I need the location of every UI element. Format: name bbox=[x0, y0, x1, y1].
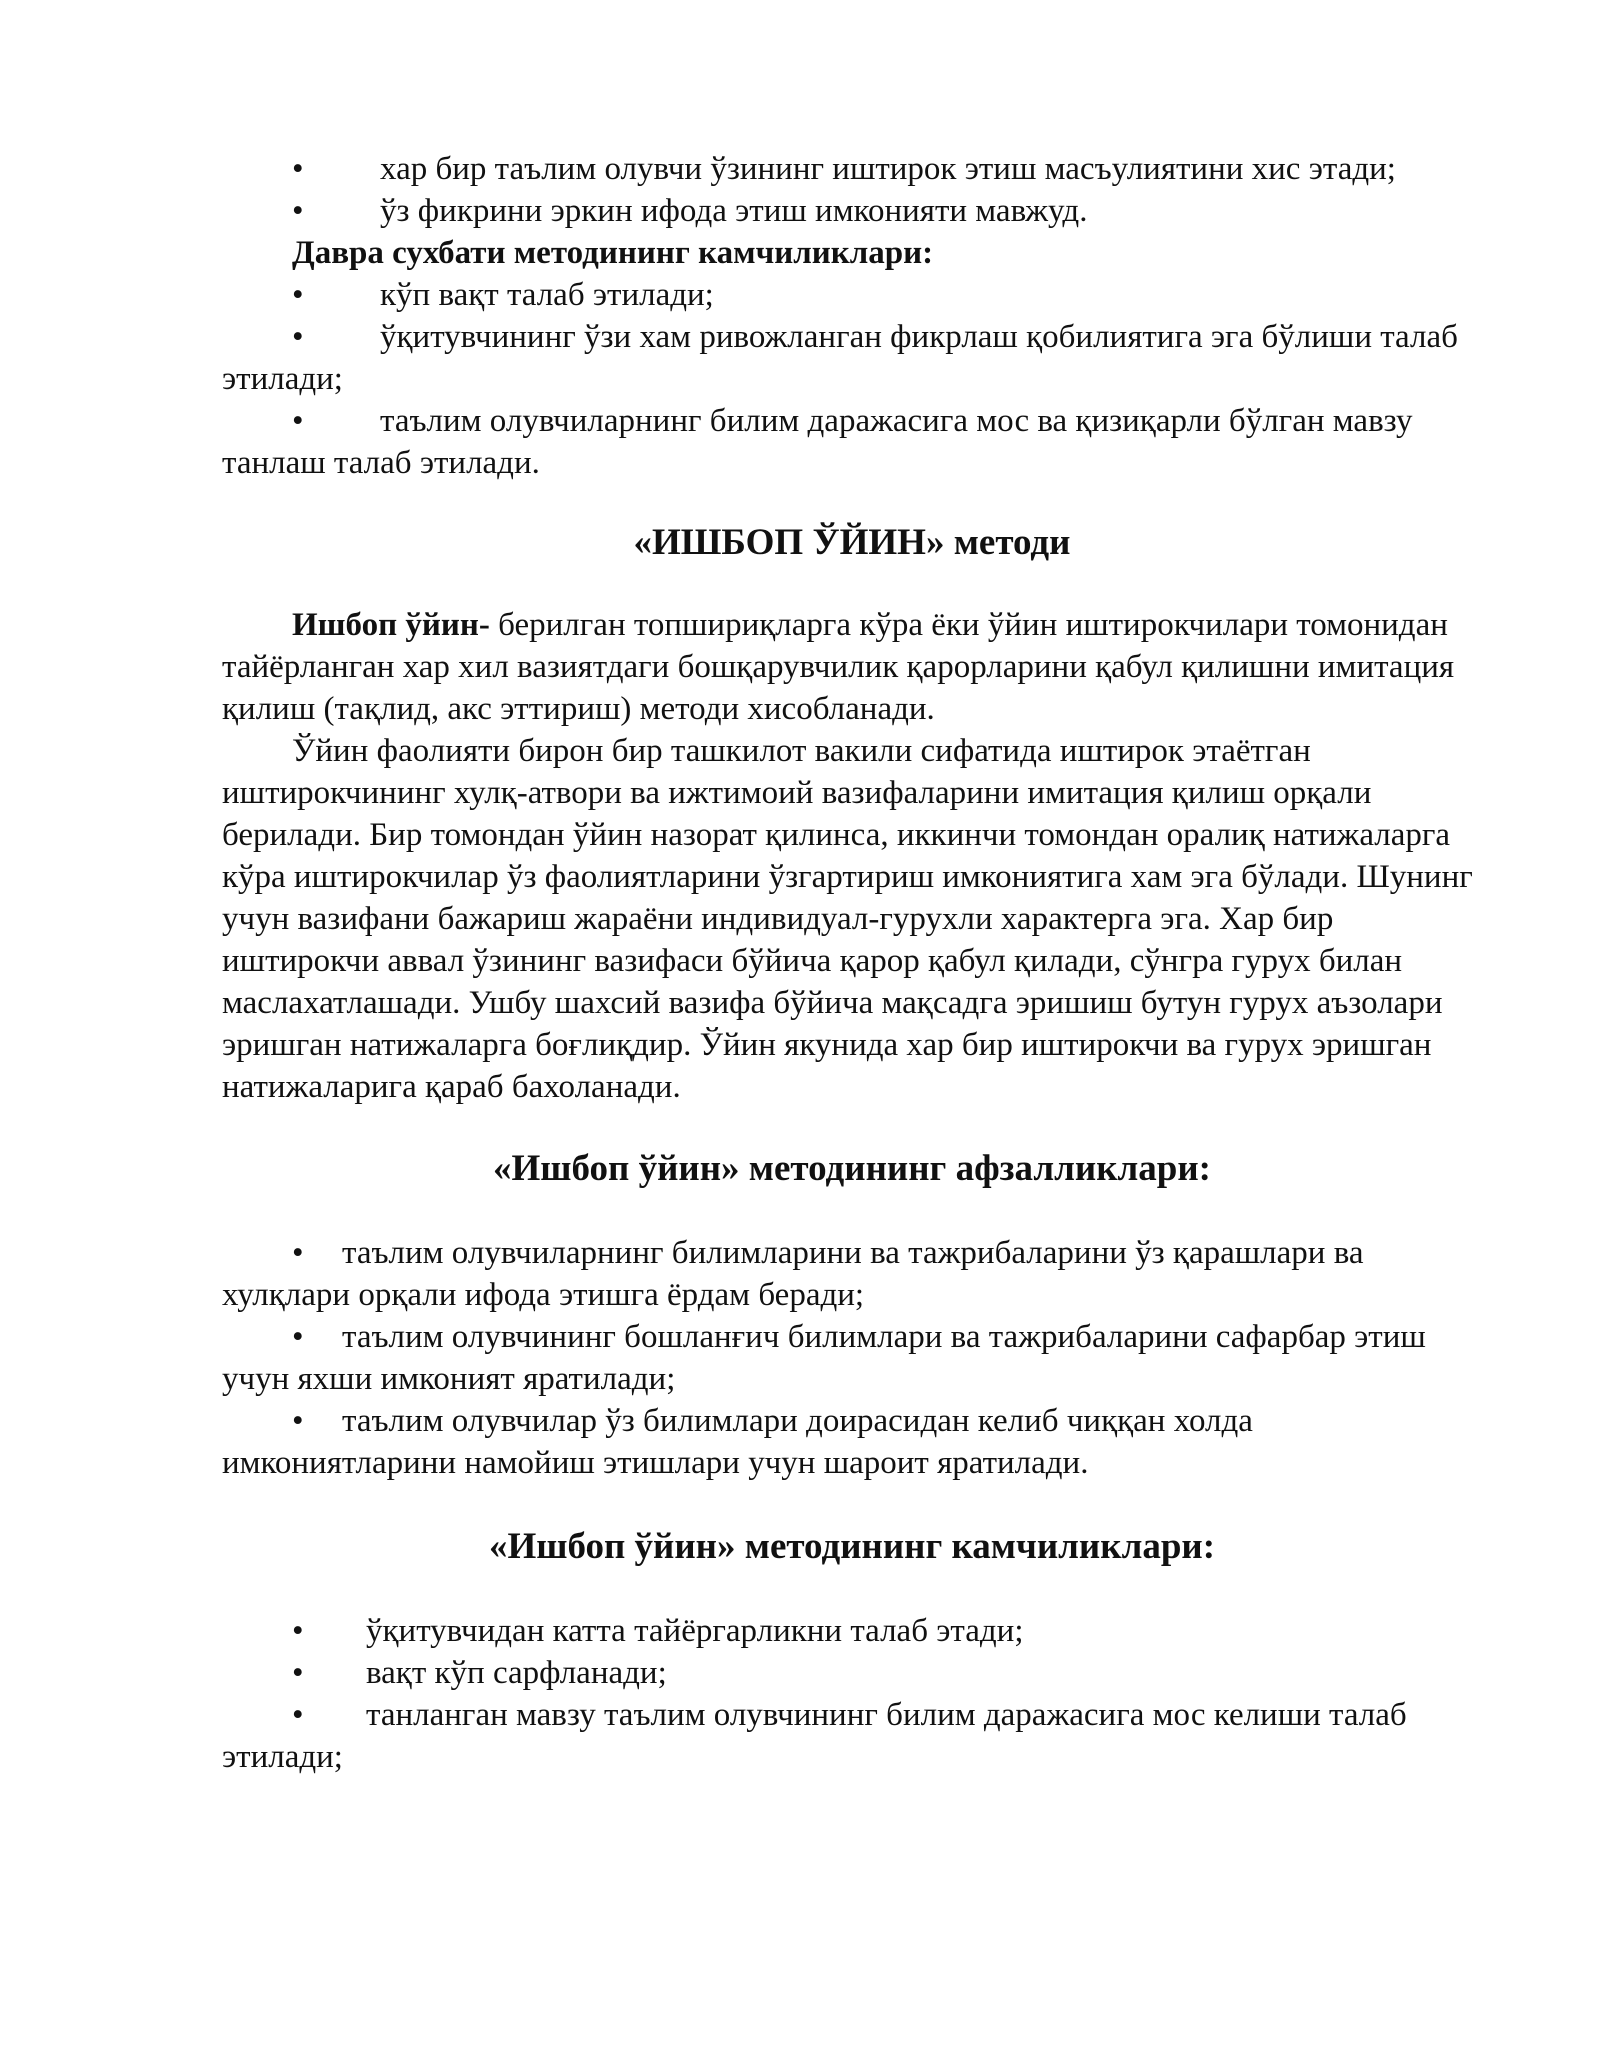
list-item bbox=[222, 1610, 1482, 1652]
bullet: • bbox=[292, 1319, 304, 1355]
round-table-cons-heading bbox=[222, 232, 1482, 274]
list-item-text: таълим олувчилар ўз билимлари доирасидан келиб чиққан холда имкониятларини намойиш этишлари учун шароит яратилади. bbox=[222, 1403, 1253, 1481]
method-definition bbox=[222, 604, 1482, 730]
list-item bbox=[222, 190, 1482, 232]
list-item-text: ўқитувчидан катта тайёргарликни талаб этади; bbox=[366, 1613, 1024, 1649]
list-item bbox=[222, 148, 1482, 190]
list-item-text: вақт кўп сарфланади; bbox=[366, 1655, 667, 1691]
list-item-text: ўз фикрини эркин ифода этиш имконияти мавжуд. bbox=[380, 193, 1088, 229]
list-item bbox=[222, 1694, 1482, 1778]
disadvantages-heading: «Ишбоп ўйин» методининг камчиликлари: bbox=[488, 1526, 1216, 1567]
list-item bbox=[222, 1316, 1482, 1400]
definition-text: берилган топшириқларга кўра ёки ўйин иштирокчилари томонидан тайёрланган хар хил вазиятдаги бошқарувчилик қарорларини қабул қилишни имитация қилиш (тақлид, акс эттириш) методи хисобланади. bbox=[222, 607, 1455, 727]
advantages-heading: «Ишбоп ўйин» методининг афзалликлари: bbox=[492, 1148, 1211, 1189]
definition-term: Ишбоп ўйин- bbox=[292, 607, 490, 643]
list-item bbox=[222, 1652, 1482, 1694]
list-item-text: таълим олувчиларнинг билимларини ва тажрибаларини ўз қарашлари ва хулқлари орқали ифода этишга ёрдам беради; bbox=[222, 1235, 1364, 1313]
list-item bbox=[222, 316, 1482, 400]
bullet: • bbox=[292, 1613, 304, 1649]
list-item-text: таълим олувчининг бошланғич билимлари ва тажрибаларини сафарбар этиш учун яхши имконият яратилади; bbox=[222, 1319, 1426, 1397]
bullet: • bbox=[292, 1403, 304, 1439]
list-item bbox=[222, 400, 1482, 484]
heading-text: Давра сухбати методининг камчиликлари: bbox=[292, 235, 934, 271]
method-paragraph: Ўйин фаолияти бирон бир ташкилот вакили сифатида иштирок этаётган иштирокчининг хулқ-атвори ва ижтимоий вазифаларини имитация қилиш орқали берилади. Бир томондан ўйин назорат қилинса, иккинчи томондан оралиқ натижаларга кўра иштирокчилар ўз фаолиятларини ўзгартириш имкониятига хам эга бўлади. Шунинг учун вазифани бажариш жараёни индивидуал-гурухли характерга эга. Хар бир иштирокчи аввал ўзининг вазифаси бўйича қарор қабул қилади, сўнгра гурух билан маслахатлашади. Ушбу шахсий вазифа бўйича мақсадга эришиш бутун гурух аъзолари эришган натижаларга боғлиқдир. Ўйин якунида хар бир иштирокчи ва гурух эришган натижаларига қараб бахоланади. bbox=[222, 733, 1473, 1105]
bullet: • bbox=[292, 151, 304, 187]
method-title: «ИШБОП ЎЙИН» методи bbox=[633, 522, 1071, 563]
list-item bbox=[222, 1232, 1482, 1316]
bullet: • bbox=[292, 319, 304, 355]
list-item-text: кўп вақт талаб этилади; bbox=[380, 277, 714, 313]
list-item bbox=[222, 274, 1482, 316]
bullet: • bbox=[292, 1655, 304, 1691]
bullet: • bbox=[292, 1235, 304, 1271]
text-column bbox=[222, 148, 1482, 1778]
list-item bbox=[222, 1400, 1482, 1484]
list-item-text: танланган мавзу таълим олувчининг билим даражасига мос келиши талаб этилади; bbox=[222, 1697, 1407, 1775]
bullet: • bbox=[292, 193, 304, 229]
list-item-text: хар бир таълим олувчи ўзининг иштирок этиш масъулиятини хис этади; bbox=[380, 151, 1396, 187]
bullet: • bbox=[292, 403, 304, 439]
list-item-text: ўқитувчининг ўзи хам ривожланган фикрлаш қобилиятига эга бўлиши талаб этилади; bbox=[222, 319, 1458, 397]
bullet: • bbox=[292, 277, 304, 313]
bullet: • bbox=[292, 1697, 304, 1733]
list-item-text: таълим олувчиларнинг билим даражасига мос ва қизиқарли бўлган мавзу танлаш талаб этилади. bbox=[222, 403, 1413, 481]
